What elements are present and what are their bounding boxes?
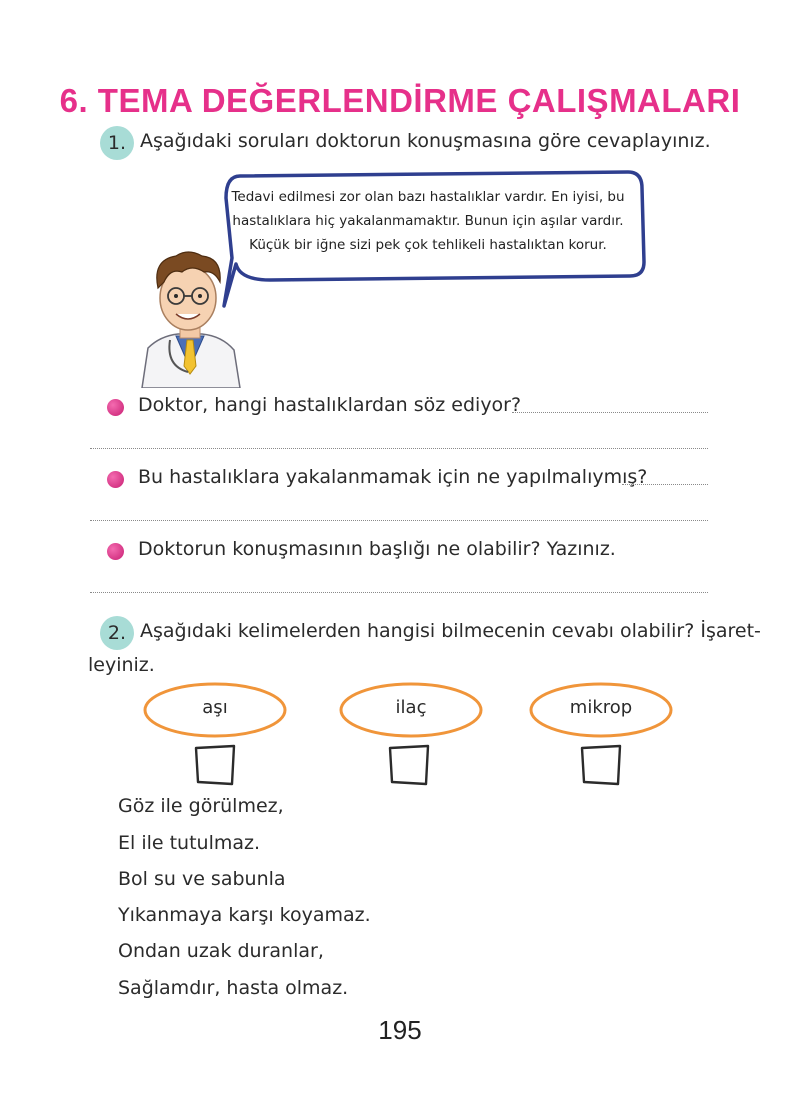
- question-1c: Doktorun konuşmasının başlığı ne olabilir? Yazınız.: [138, 538, 616, 560]
- page-number: 195: [378, 1015, 422, 1045]
- answer-line-1a[interactable]: [512, 412, 708, 413]
- option-label-mikrop: mikrop: [569, 697, 633, 718]
- riddle-line-4: Yıkanmaya karşı koyamaz.: [118, 904, 371, 926]
- option-label-asi: aşı: [202, 697, 228, 718]
- option-label-ilac: ilaç: [395, 697, 427, 718]
- bullet-icon: [107, 399, 124, 416]
- speech-line-1: Tedavi edilmesi zor olan bazı hastalıklar vardır. En iyisi, bu: [231, 189, 625, 205]
- checkbox-mikrop[interactable]: [578, 742, 624, 788]
- riddle-line-6: Sağlamdır, hasta olmaz.: [118, 977, 349, 999]
- speech-bubble-text: [228, 185, 628, 257]
- answer-line-1c[interactable]: [90, 592, 708, 593]
- question-number-2: 2.: [100, 616, 134, 650]
- checkbox-asi[interactable]: [192, 742, 238, 788]
- answer-line-1b-2[interactable]: [90, 520, 708, 521]
- question-1-instruction: Aşağıdaki soruları doktorun konuşmasına göre cevaplayınız.: [140, 130, 711, 152]
- riddle-line-2: El ile tutulmaz.: [118, 832, 261, 854]
- bullet-icon: [107, 471, 124, 488]
- riddle-line-1: Göz ile görülmez,: [118, 795, 284, 817]
- answer-line-1a-2[interactable]: [90, 448, 708, 449]
- answer-line-1b[interactable]: [622, 484, 708, 485]
- question-1b: Bu hastalıklara yakalanmamak için ne yapılmalıymış?: [138, 466, 648, 488]
- question-2-instruction-line-2: leyiniz.: [88, 654, 155, 676]
- speech-line-2: hastalıklara hiç yakalanmamaktır. Bunun için aşılar vardır.: [232, 213, 624, 229]
- riddle-line-3: Bol su ve sabunla: [118, 868, 286, 890]
- question-1a: Doktor, hangi hastalıklardan söz ediyor?: [138, 394, 522, 416]
- checkbox-ilac[interactable]: [386, 742, 432, 788]
- question-number-1: 1.: [100, 126, 134, 160]
- page-title: 6. TEMA DEĞERLENDİRME ÇALIŞMALARI: [59, 82, 741, 119]
- speech-line-3: Küçük bir iğne sizi pek çok tehlikeli hastalıktan korur.: [249, 237, 607, 253]
- question-2-instruction-line-1: Aşağıdaki kelimelerden hangisi bilmecenin cevabı olabilir? İşaret-: [140, 620, 761, 642]
- bullet-icon: [107, 543, 124, 560]
- riddle-line-5: Ondan uzak duranlar,: [118, 940, 324, 962]
